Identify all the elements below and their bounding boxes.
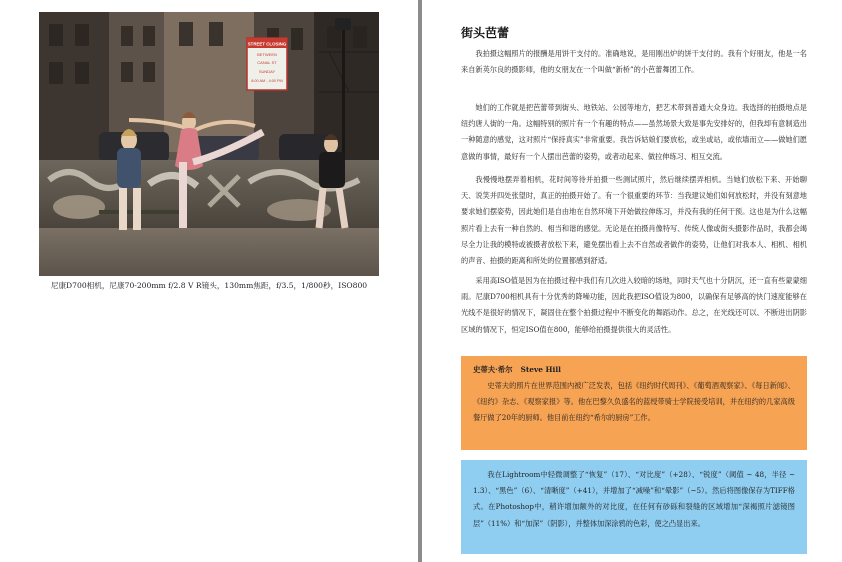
- bio-name-en: Steve Hill: [520, 365, 561, 374]
- photo-caption: 尼康D700相机，尼康70-200mm f/2.8 V R镜头，130mm焦距，f/3.5，1/800秒，ISO800: [50, 281, 368, 290]
- bio-text: 史蒂夫的照片在世界范围内被广泛发表，包括《纽约时代周刊》、《葡萄酒观察家》、《每日新闻》、《纽约》杂志、《观察家报》等。他在巴黎久负盛名的蓝绶带骑士学院接受培训，并在纽约的几家高级餐厅做了20年的厨师。他目前在纽约“希尔的厨房”工作。: [473, 381, 795, 423]
- sign-line: CANAL ST: [257, 60, 277, 65]
- processing-notes-box: [461, 460, 807, 554]
- article-paragraph: 我拍摄这幅照片的报酬是用饼干支付的。准确地说，是用刚出炉的饼干支付的。我有个好朋友，他是一名来自新英尔良的摄影师，他的女朋友在一个叫做“新桥”的小芭蕾舞团工作。: [461, 49, 807, 75]
- sign-line: SUNDAY: [258, 69, 276, 74]
- article-paragraph: 我慢慢地摆弄着相机，花时间等待并拍摄一些测试照片，然后继续摆弄相机。当她们放松下来、开始聊天、说笑并四处张望时，真正的拍摄开始了。有一个很重要的环节：当我建议她们如何放松时，并没有刻意地要求她们摆姿势，因此她们是自由地在自然环境下开始做拉伸练习，并没有我的任何干预。这也是为什么这幅照片看上去有一种自然的、相当和谐的感觉。无论是在拍摄肖像特写、传统人像或街头摄影作品时，我都会竭尽全力让我的模特或被摄者放松下来，避免摆出看上去不自然或者做作的姿势，让他们对我本人、相机、相机的声音、拍摄的距离和所处的位置都感到舒适。: [461, 175, 807, 266]
- street-ballet-photo: [39, 12, 379, 276]
- sign-line: 8:00 AM - 4:00 PM: [251, 79, 283, 83]
- street-closing-sign: [247, 38, 287, 90]
- left-page: [0, 0, 418, 562]
- sign-line: STREET CLOSING: [247, 41, 287, 47]
- photographer-bio-box: [461, 356, 807, 450]
- bio-heading: [473, 364, 795, 376]
- article-paragraph: 她们的工作就是把芭蕾带到街头、地铁站、公园等地方，把艺术带到普通大众身边。我选择的拍摄地点是纽约唐人街的一角。这幅特别的照片有一个有趣的特点——虽然场景大致是事先安排好的，但我却有意制造出一种随意的感觉，这对照片“保持真实”非常重要。我告诉姑娘们要放松，或坐或站，或依墙而立——做她们愿意做的事情，最好有一个人摆出芭蕾的姿势，或者动起来、做拉伸练习、相互交流。: [461, 103, 807, 161]
- article-paragraph: 采用高ISO值是因为在拍摄过程中我们有几次进入较暗的场地，同时天气也十分阴沉，还一直有些蒙蒙细雨。尼康D700相机具有十分优秀的降噪功能，因此我把ISO值设为800，以确保有足够高的快门速度能够在光线不是很好的情况下，凝固住在整个拍摄过程中不断变化的舞蹈动作。总之，在光线还可以、不断进出阴影区域的情况下，恒定ISO值在800，能够给拍摄提供很大的灵活性。: [461, 276, 807, 334]
- sign-line: BETWEEN: [257, 52, 277, 57]
- bio-name-cn: 史蒂夫·希尔: [473, 365, 513, 374]
- article-title: 街头芭蕾: [461, 26, 510, 40]
- processing-notes-text: 我在Lightroom中轻微调整了“恢复”（17）、“对比度”（+28）、“锐度”（阈值 ~ 48，半径 ~ 1.3）、“黑色”（6）、“清晰度”（+41），并增加了“减噪”和“晕影”（~5）。然后将图像保存为TIFF格式。在Photoshop中，稍许增加额外的对比度，在任何有砂砾和裂缝的区域增加“深褐照片滤镜图层”（11%）和“加深”（阴影），并整体加深涂鸦的色彩，使之凸显出来。: [473, 470, 795, 528]
